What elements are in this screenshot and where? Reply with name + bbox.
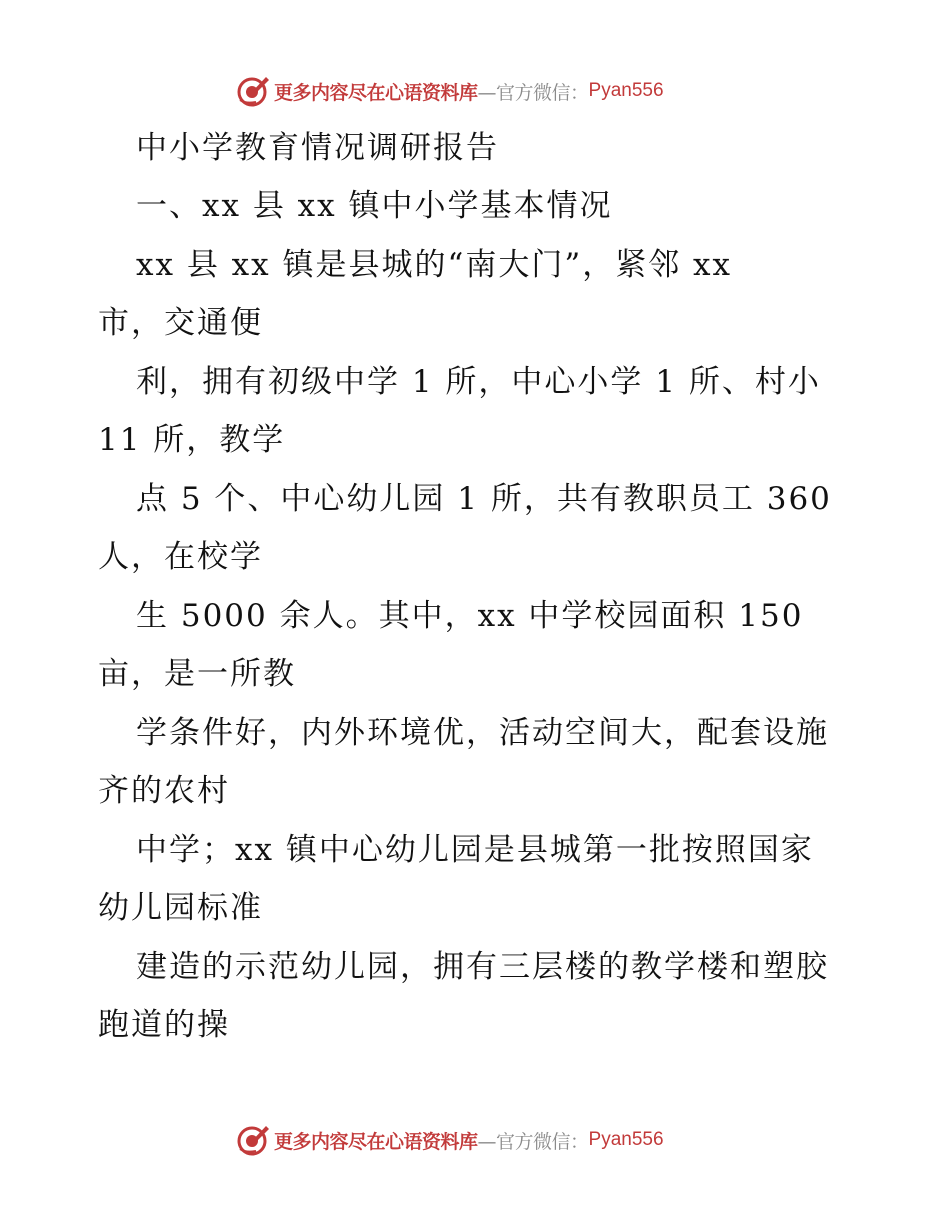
- banner-wechat-id: Pyan556: [588, 1129, 664, 1150]
- paragraph-line: 幼儿园标准: [98, 890, 263, 926]
- paragraph-line: 点 5 个、中心幼儿园 1 所，共有教职员工 360: [136, 481, 832, 517]
- paragraph-line: 中学；xx 镇中心幼儿园是县城第一批按照国家: [136, 832, 814, 868]
- banner-separator-text: —官方微信：: [477, 1130, 589, 1153]
- document-title: 中小学教育情况调研报告: [136, 130, 499, 166]
- paragraph-line: 齐的农村: [98, 773, 230, 809]
- paragraph-line: 市，交通便: [98, 305, 263, 341]
- banner-wechat-id: Pyan556: [588, 80, 664, 101]
- paragraph-line: 学条件好，内外环境优，活动空间大，配套设施: [136, 715, 829, 751]
- header-banner: [236, 73, 664, 109]
- paragraph-line: 跑道的操: [98, 1007, 230, 1043]
- banner-separator-text: —官方微信：: [477, 81, 589, 104]
- pen-logo-icon: [236, 1123, 270, 1157]
- paragraph-line: xx 县 xx 镇是县城的“南大门”，紧邻 xx: [136, 247, 733, 283]
- section-heading: 一、xx 县 xx 镇中小学基本情况: [136, 188, 613, 224]
- footer-banner: [236, 1122, 664, 1158]
- paragraph-line: 利，拥有初级中学 1 所，中心小学 1 所、村小: [136, 364, 821, 400]
- paragraph-line: 11 所，教学: [98, 422, 286, 458]
- banner-lead-text: 更多内容尽在心语资料库: [274, 1130, 478, 1153]
- pen-logo-icon: [236, 74, 270, 108]
- paragraph-line: 建造的示范幼儿园，拥有三层楼的教学楼和塑胶: [136, 949, 829, 985]
- banner-lead-text: 更多内容尽在心语资料库: [274, 81, 478, 104]
- paragraph-line: 生 5000 余人。其中，xx 中学校园面积 150: [136, 598, 804, 634]
- paragraph-line: 人，在校学: [98, 539, 263, 575]
- paragraph-line: 亩，是一所教: [98, 656, 296, 692]
